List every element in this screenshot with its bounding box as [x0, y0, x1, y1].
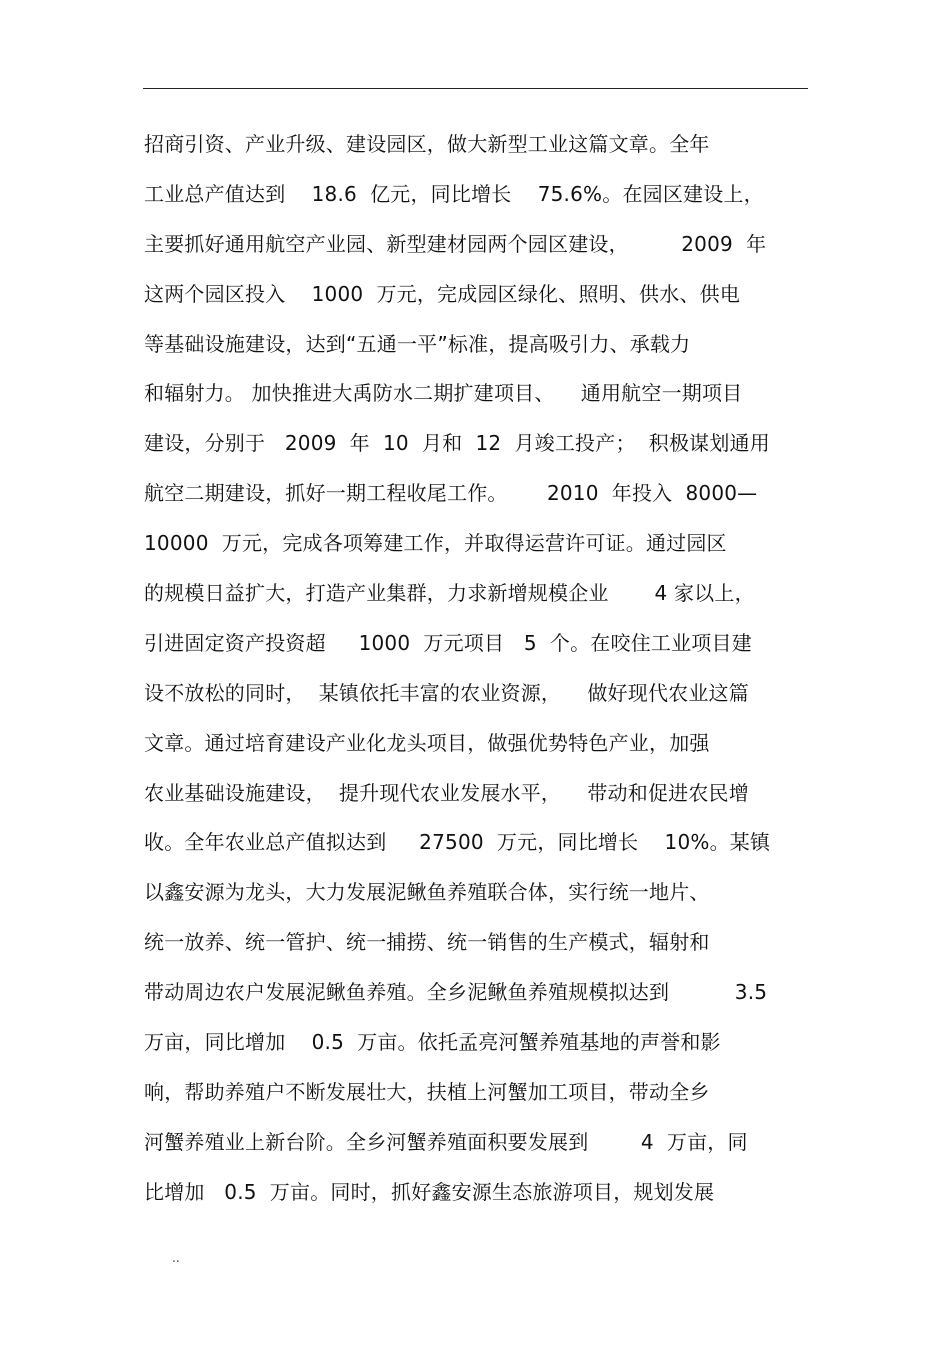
text-line: 设不放松的同时， 某镇依托丰富的农业资源， 做好现代农业这篇	[144, 680, 749, 705]
text-line: 引进固定资产投资超 1000 万元项目 5 个。在咬住工业项目建	[144, 630, 752, 655]
text-line: 文章。通过培育建设产业化龙头项目，做强优势特色产业，加强	[144, 730, 710, 755]
document-body	[144, 120, 824, 1218]
text-line: 主要抓好通用航空产业园、新型建材园两个园区建设， 2009 年	[144, 231, 767, 256]
page-footer-mark: ..	[172, 1251, 180, 1265]
text-line: 这两个园区投入 1000 万元，完成园区绿化、照明、供水、供电	[144, 281, 741, 306]
text-line: 农业基础设施建设， 提升现代农业发展水平， 带动和促进农民增	[144, 780, 749, 805]
text-line: 响，帮助养殖户不断发展壮大，扶植上河蟹加工项目，带动全乡	[144, 1079, 710, 1104]
text-line: 等基础设施建设，达到“五通一平”标准，提高吸引力、承载力	[144, 331, 691, 356]
text-line: 河蟹养殖业上新台阶。全乡河蟹养殖面积要发展到 4 万亩，同	[144, 1129, 748, 1154]
text-line: 航空二期建设，抓好一期工程收尾工作。 2010 年投入 8000—	[144, 481, 758, 506]
text-line: 以鑫安源为龙头，大力发展泥鳅鱼养殖联合体，实行统一地片、	[144, 880, 710, 905]
text-line: 收。全年农业总产值拟达到 27500 万元，同比增长 10%。某镇	[144, 830, 771, 855]
text-line: 和辐射力。 加快推进大禹防水二期扩建项目、 通用航空一期项目	[144, 381, 743, 406]
text-line: 招商引资、产业升级、建设园区，做大新型工业这篇文章。全年	[144, 132, 710, 156]
text-line: 的规模日益扩大，打造产业集群，力求新增规模企业 4 家以上，	[144, 581, 755, 606]
text-line: 工业总产值达到 18.6 亿元，同比增长 75.6%。在园区建设上，	[144, 181, 764, 206]
text-line: 统一放养、统一管护、统一捕捞、统一销售的生产模式，辐射和	[144, 930, 710, 955]
text-line: 10000 万元，完成各项筹建工作，并取得运营许可证。通过园区	[144, 531, 727, 556]
text-line: 万亩，同比增加 0.5 万亩。依托孟亮河蟹养殖基地的声誉和影	[144, 1030, 721, 1055]
header-rule	[143, 88, 808, 89]
text-line: 比增加 0.5 万亩。同时，抓好鑫安源生态旅游项目，规划发展	[144, 1179, 715, 1204]
text-line: 带动周边农户发展泥鳅鱼养殖。全乡泥鳅鱼养殖规模拟达到 3.5	[144, 980, 768, 1005]
text-line: 建设，分别于 2009 年 10 月和 12 月竣工投产； 积极谋划通用	[144, 431, 770, 456]
